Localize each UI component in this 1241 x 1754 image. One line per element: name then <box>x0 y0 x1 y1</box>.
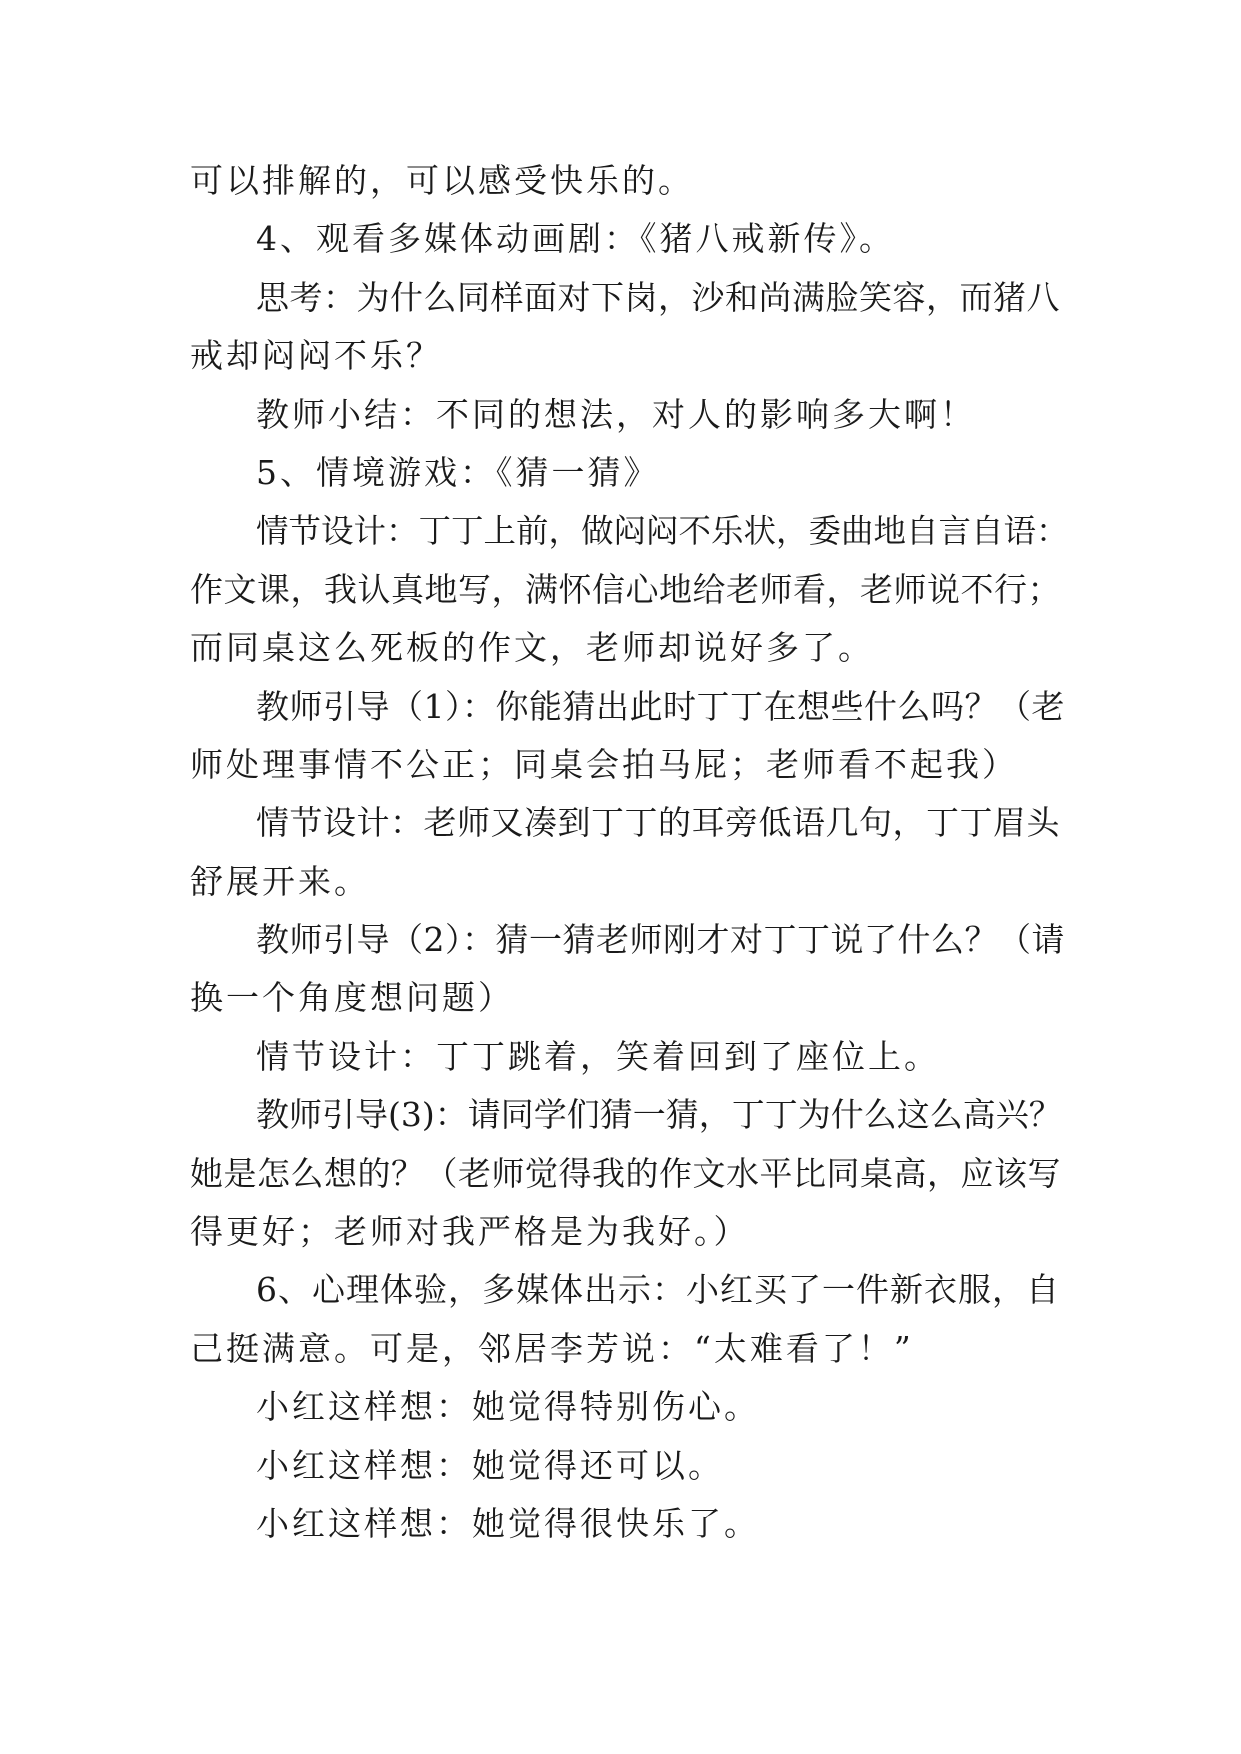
paragraph-line: 作文课，我认真地写，满怀信心地给老师看，老师说不行； <box>190 569 1061 609</box>
paragraph-line: 小红这样想：她觉得还可以。 <box>256 1445 724 1485</box>
paragraph-line: 教师引导（1）：你能猜出此时丁丁在想些什么吗？（老 <box>256 686 1065 726</box>
paragraph-line: 而同桌这么死板的作文，老师却说好多了。 <box>190 628 874 668</box>
paragraph-line: 换一个角度想问题） <box>190 978 514 1018</box>
paragraph-line: 6、心理体验，多媒体出示：小红买了一件新衣服，自 <box>256 1270 1060 1310</box>
paragraph-line: 得更好；老师对我严格是为我好。） <box>190 1212 750 1252</box>
paragraph-line: 戒却闷闷不乐？ <box>190 336 442 376</box>
paragraph-line: 师处理事情不公正；同桌会拍马屁；老师看不起我） <box>190 744 1018 784</box>
paragraph-line: 舒展开来。 <box>190 861 370 901</box>
paragraph-line: 教师引导(3)：请同学们猜一猜，丁丁为什么这么高兴？ <box>256 1095 1062 1135</box>
paragraph-line: 她是怎么想的？（老师觉得我的作文水平比同桌高，应该写 <box>190 1153 1061 1193</box>
paragraph-line: 小红这样想：她觉得很快乐了。 <box>256 1503 760 1543</box>
paragraph-line: 己挺满意。可是，邻居李芳说：“太难看了！” <box>190 1328 914 1368</box>
paragraph-line: 教师小结：不同的想法，对人的影响多大啊！ <box>256 394 976 434</box>
paragraph-line: 情节设计：老师又凑到丁丁的耳旁低语几句，丁丁眉头 <box>256 803 1060 843</box>
paragraph-line: 教师引导（2）：猜一猜老师刚才对丁丁说了什么？（请 <box>256 920 1065 960</box>
paragraph-line: 情节设计：丁丁跳着，笑着回到了座位上。 <box>256 1036 940 1076</box>
document-body <box>190 152 1070 1553</box>
paragraph-line: 可以排解的，可以感受快乐的。 <box>190 161 694 200</box>
paragraph-line: 小红这样想：她觉得特别伤心。 <box>256 1387 760 1427</box>
paragraph-line: 5、情境游戏：《猜一猜》 <box>256 452 660 492</box>
paragraph-line: 情节设计：丁丁上前，做闷闷不乐状，委曲地自言自语： <box>256 512 1069 551</box>
paragraph-line: 思考：为什么同样面对下岗，沙和尚满脸笑容，而猪八 <box>256 277 1060 317</box>
paragraph-line: 4、观看多媒体动画剧：《猪八戒新传》。 <box>256 219 895 259</box>
